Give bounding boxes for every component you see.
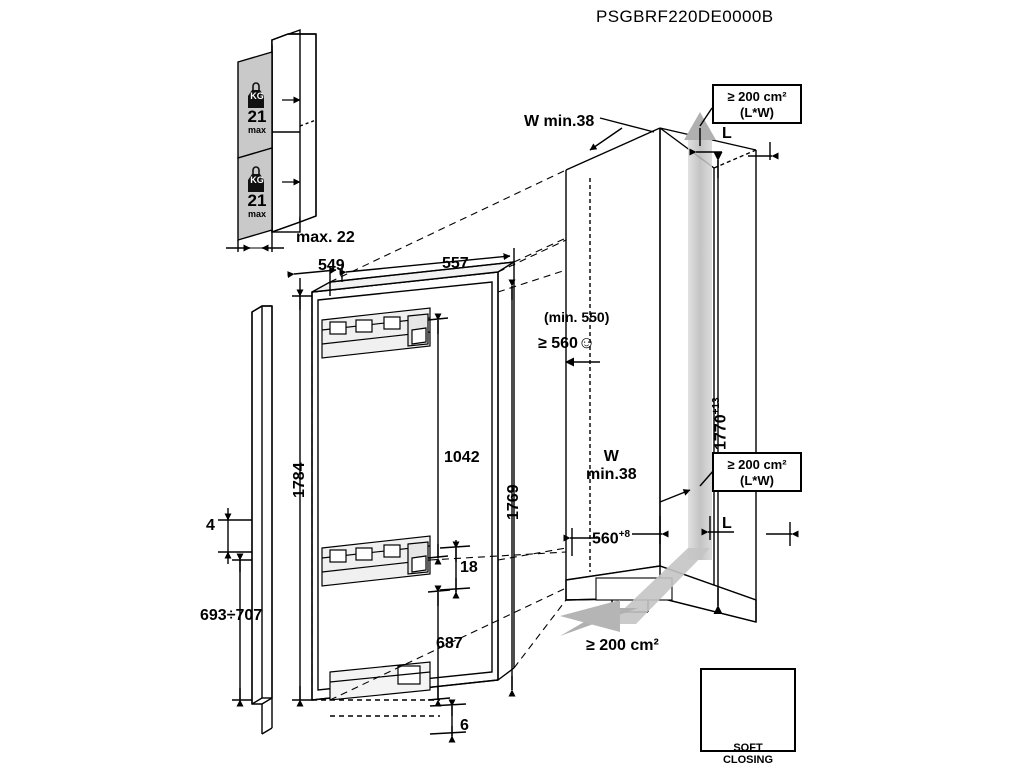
kg-max-lower: max — [247, 209, 266, 219]
dim-560-value: 560 — [592, 530, 619, 548]
vent-note-box-top — [712, 84, 802, 124]
model-code: PSGBRF220DE0000B — [596, 7, 774, 26]
dim-557: 557 — [442, 255, 469, 272]
label-w-min-38-bottom-l2: min.38 — [586, 466, 637, 484]
dim-560 — [592, 530, 630, 548]
dim-4: 4 — [206, 517, 215, 534]
niche-cabinet-view — [560, 112, 756, 636]
dim-1770-value: 1770 — [712, 414, 730, 450]
dim-560-tolerance: +8 — [618, 529, 631, 540]
vent-mid-line2: (L*W) — [740, 472, 774, 488]
soft-closing-box — [700, 668, 796, 752]
label-min-550: (min. 550) — [544, 309, 610, 325]
smiley-icon: ☺ — [577, 333, 596, 352]
ge-560-text: ≥ 560 — [538, 335, 578, 352]
label-vent-bottom: ≥ 200 cm² — [586, 637, 659, 654]
label-w-min-38-bottom-l1: W — [603, 448, 619, 465]
dim-18: 18 — [460, 559, 478, 576]
dim-max-22: max. 22 — [296, 229, 355, 246]
vent-top-line2: (L*W) — [740, 104, 774, 120]
vent-mid-line1: ≥ 200 cm² — [727, 457, 787, 472]
label-ge-560 — [538, 334, 595, 353]
dim-6: 6 — [460, 717, 469, 734]
label-l-top: L — [722, 125, 732, 142]
dim-687: 687 — [436, 635, 463, 652]
vent-note-box-middle — [712, 452, 802, 492]
dim-1769: 1769 — [505, 484, 522, 520]
kg-label-lower: KG — [250, 175, 264, 185]
kg-label-upper: KG — [250, 91, 264, 101]
vent-top-line1: ≥ 200 cm² — [727, 89, 787, 104]
label-w-min-38-top: W min.38 — [524, 113, 595, 130]
label-w-min-38-bottom — [586, 448, 637, 485]
kg-value-lower: 21 — [247, 191, 267, 210]
soft-closing-caption-l2: CLOSING — [722, 754, 774, 766]
kg-max-upper: max — [247, 125, 266, 135]
dim-693-707: 693÷707 — [200, 607, 263, 624]
appliance-front-view — [292, 248, 514, 738]
dim-1042: 1042 — [444, 449, 480, 466]
dim-1770-tolerance: +13 — [711, 397, 722, 415]
soft-closing-caption-l1: SOFT — [733, 742, 763, 754]
label-l-bottom: L — [722, 515, 732, 532]
kg-value-upper: 21 — [247, 107, 267, 126]
dim-1784: 1784 — [291, 462, 308, 498]
dim-1770 — [712, 397, 730, 450]
dim-549: 549 — [318, 257, 345, 274]
door-panel-profile — [218, 306, 272, 734]
